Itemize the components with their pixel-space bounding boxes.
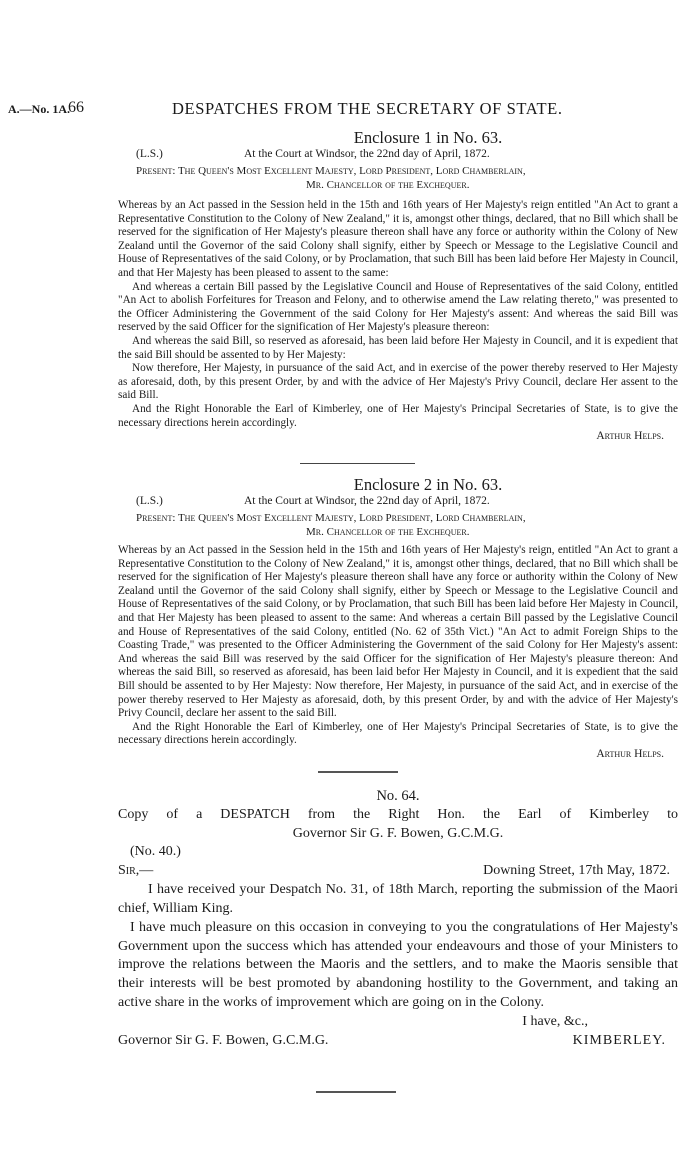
order-paragraph: Whereas by an Act passed in the Session held in the 15th and 16th years of Her Majesty's reign, entitled "An Act to grant a Representative Constitution to the Colony of New Zealand," it is, amongst other things, declared, that no Bill which shall be reserved for the signification of Her Majesty's pleasure thereon shall have any force or authority within the Colony of New Zealand until the Governor of the said Colony shall signify, either by Speech or Message to the Legislative Council and House of Representatives of the said Colony, or by Proclamation, that such Bill has been laid before Her Majesty in Council, and that Her Majesty has been pleased to assent to the same: And whereas a certain Bill passed by the Legislative Council and House of Representatives of the said Colony, entitled (No. 62 of 35th Vict.) "An Act to admit Foreign Ships to the Coasting Trade," was presented to the Officer Administering the Government of the said Colony for Her Majesty's assent: And whereas the said Bill was reserved by the said Officer for the signification of Her Majesty's pleasure thereon: And whereas the said Bill, so reserved as aforesaid, has been laid befor Her Majesty in Council, and it is expedient that the said Bill should be assented to by Her Majesty: Now therefore, Her Majesty, in pursuance of the said Act, and in exercise of the power thereby reserved to Her Majesty as aforesaid, doth, by this present Order, by and with the advice of Her Majesty's Privy Council, declare her assent to the said Bill. — [118, 544, 678, 720]
despatch-64 — [118, 787, 678, 1051]
order-paragraph: And the Right Honorable the Earl of Kimberley, one of Her Majesty's Principal Secretaries of State, is to give the necessary directions herein accordingly. — [118, 720, 678, 747]
salutation: Sir,— — [118, 863, 154, 879]
signature-line — [118, 1032, 678, 1051]
document-reference: A.—No. 1A. — [8, 102, 70, 116]
present-list — [118, 164, 678, 192]
enclosure-1-body — [118, 199, 678, 444]
section-divider — [316, 1091, 396, 1093]
page-number: 66 — [68, 99, 84, 116]
running-title: DESPATCHES FROM THE SECRETARY OF STATE. — [172, 99, 563, 118]
signature: Arthur Helps. — [596, 430, 664, 443]
enclosure-1-heading — [118, 128, 678, 192]
enclosure-2-heading — [118, 475, 678, 539]
order-paragraph: And whereas a certain Bill passed by the Legislative Council and House of Representatives of the said Colony, entitled "An Act to abolish Forfeitures for Treason and Felony, and to otherwise amend the Law relating thereto," was presented to the Officer Administering the Government of the said Colony for Her Majesty's assent: And whereas the said Bill was reserved by the said Officer for the signification of Her Majesty's pleasure thereon: — [118, 280, 678, 334]
present-line-1: Present: The Queen's Most Excellent Majesty, Lord President, Lord Chamberlain, — [136, 165, 526, 177]
section-divider — [300, 463, 415, 464]
present-list — [118, 511, 678, 539]
seal-mark: (L.S.) — [136, 148, 163, 160]
signature: Arthur Helps. — [596, 747, 664, 760]
signature: KIMBERLEY. — [572, 1032, 666, 1048]
place-date: Downing Street, 17th May, 1872. — [483, 863, 670, 879]
salutation-line — [118, 862, 678, 881]
enclosure-2-seal-line — [118, 495, 678, 511]
section-divider — [318, 771, 398, 773]
seal-mark: (L.S.) — [136, 495, 163, 507]
addressee: Governor Sir G. F. Bowen, G.C.M.G. — [118, 1032, 329, 1048]
closing: I have, &c., — [522, 1013, 588, 1029]
present-line-2: Mr. Chancellor of the Exchequer. — [306, 526, 470, 538]
enclosure-1-seal-line — [118, 148, 678, 164]
order-paragraph: And the Right Honorable the Earl of Kimberley, one of Her Majesty's Principal Secretaries of State, is to give the necessary directions herein accordingly. — [118, 402, 678, 429]
page-header — [0, 98, 700, 118]
present-line-1: Present: The Queen's Most Excellent Majesty, Lord President, Lord Chamberlain, — [136, 512, 526, 524]
despatch-ref-number: (No. 40.) — [130, 844, 181, 860]
despatch-heading-line-2: Governor Sir G. F. Bowen, G.C.M.G. — [292, 825, 504, 841]
despatch-paragraph: I have received your Despatch No. 31, of 18th March, reporting the submission of the Maori chief, William King. — [118, 882, 678, 916]
enclosure-1-title: Enclosure 1 in No. 63. — [353, 128, 503, 147]
present-line-2: Mr. Chancellor of the Exchequer. — [306, 179, 470, 191]
despatch-paragraph: I have much pleasure on this occasion in conveying to you the congratulations of Her Majesty's Government upon the success which has attended your endeavours and those of your Ministers to improve the relations between the Maoris and the settlers, and to make the Maoris sensible that their interests will be best promoted by abandoning hostility to the Government, and taking an active share in the works of improvement which are going on in the Colony. — [118, 919, 678, 1010]
order-paragraph: And whereas the said Bill, so reserved as aforesaid, has been laid before Her Majesty in Council, and it is expedient that the said Bill should be assented to by Her Majesty: — [118, 334, 678, 361]
despatch-number: No. 64. — [376, 788, 420, 804]
enclosure-2-body — [118, 544, 678, 762]
enclosure-2-title: Enclosure 2 in No. 63. — [353, 475, 503, 494]
order-paragraph: Whereas by an Act passed in the Session held in the 15th and 16th years of Her Majesty's reign entitled "An Act to grant a Representative Constitution to the Colony of New Zealand," it is, amongst other things, declared, that no Bill which shall be reserved for the signification of Her Majesty's pleasure thereon shall have any force or authority within the Colony of New Zealand until the Governor of the said Colony shall signify, either by Speech or Message to the Legislative Council and House of Representatives of the said Colony, or by Proclamation, that such Bill has been laid before Her Majesty in Council, and that Her Majesty has been pleased to assent to the same: — [118, 199, 678, 279]
order-paragraph: Now therefore, Her Majesty, in pursuance of the said Act, and in exercise of the power thereby reserved to Her Majesty as aforesaid, doth, by this present Order, by and with the advice of Her Majesty's Privy Council, declare Her assent to the said Bill. — [118, 362, 678, 402]
despatch-heading-line-1: Copy of a DESPATCH from the Right Hon. the Earl of Kimberley to — [118, 806, 678, 822]
court-line: At the Court at Windsor, the 22nd day of April, 1872. — [244, 148, 490, 160]
court-line: At the Court at Windsor, the 22nd day of April, 1872. — [244, 495, 490, 507]
